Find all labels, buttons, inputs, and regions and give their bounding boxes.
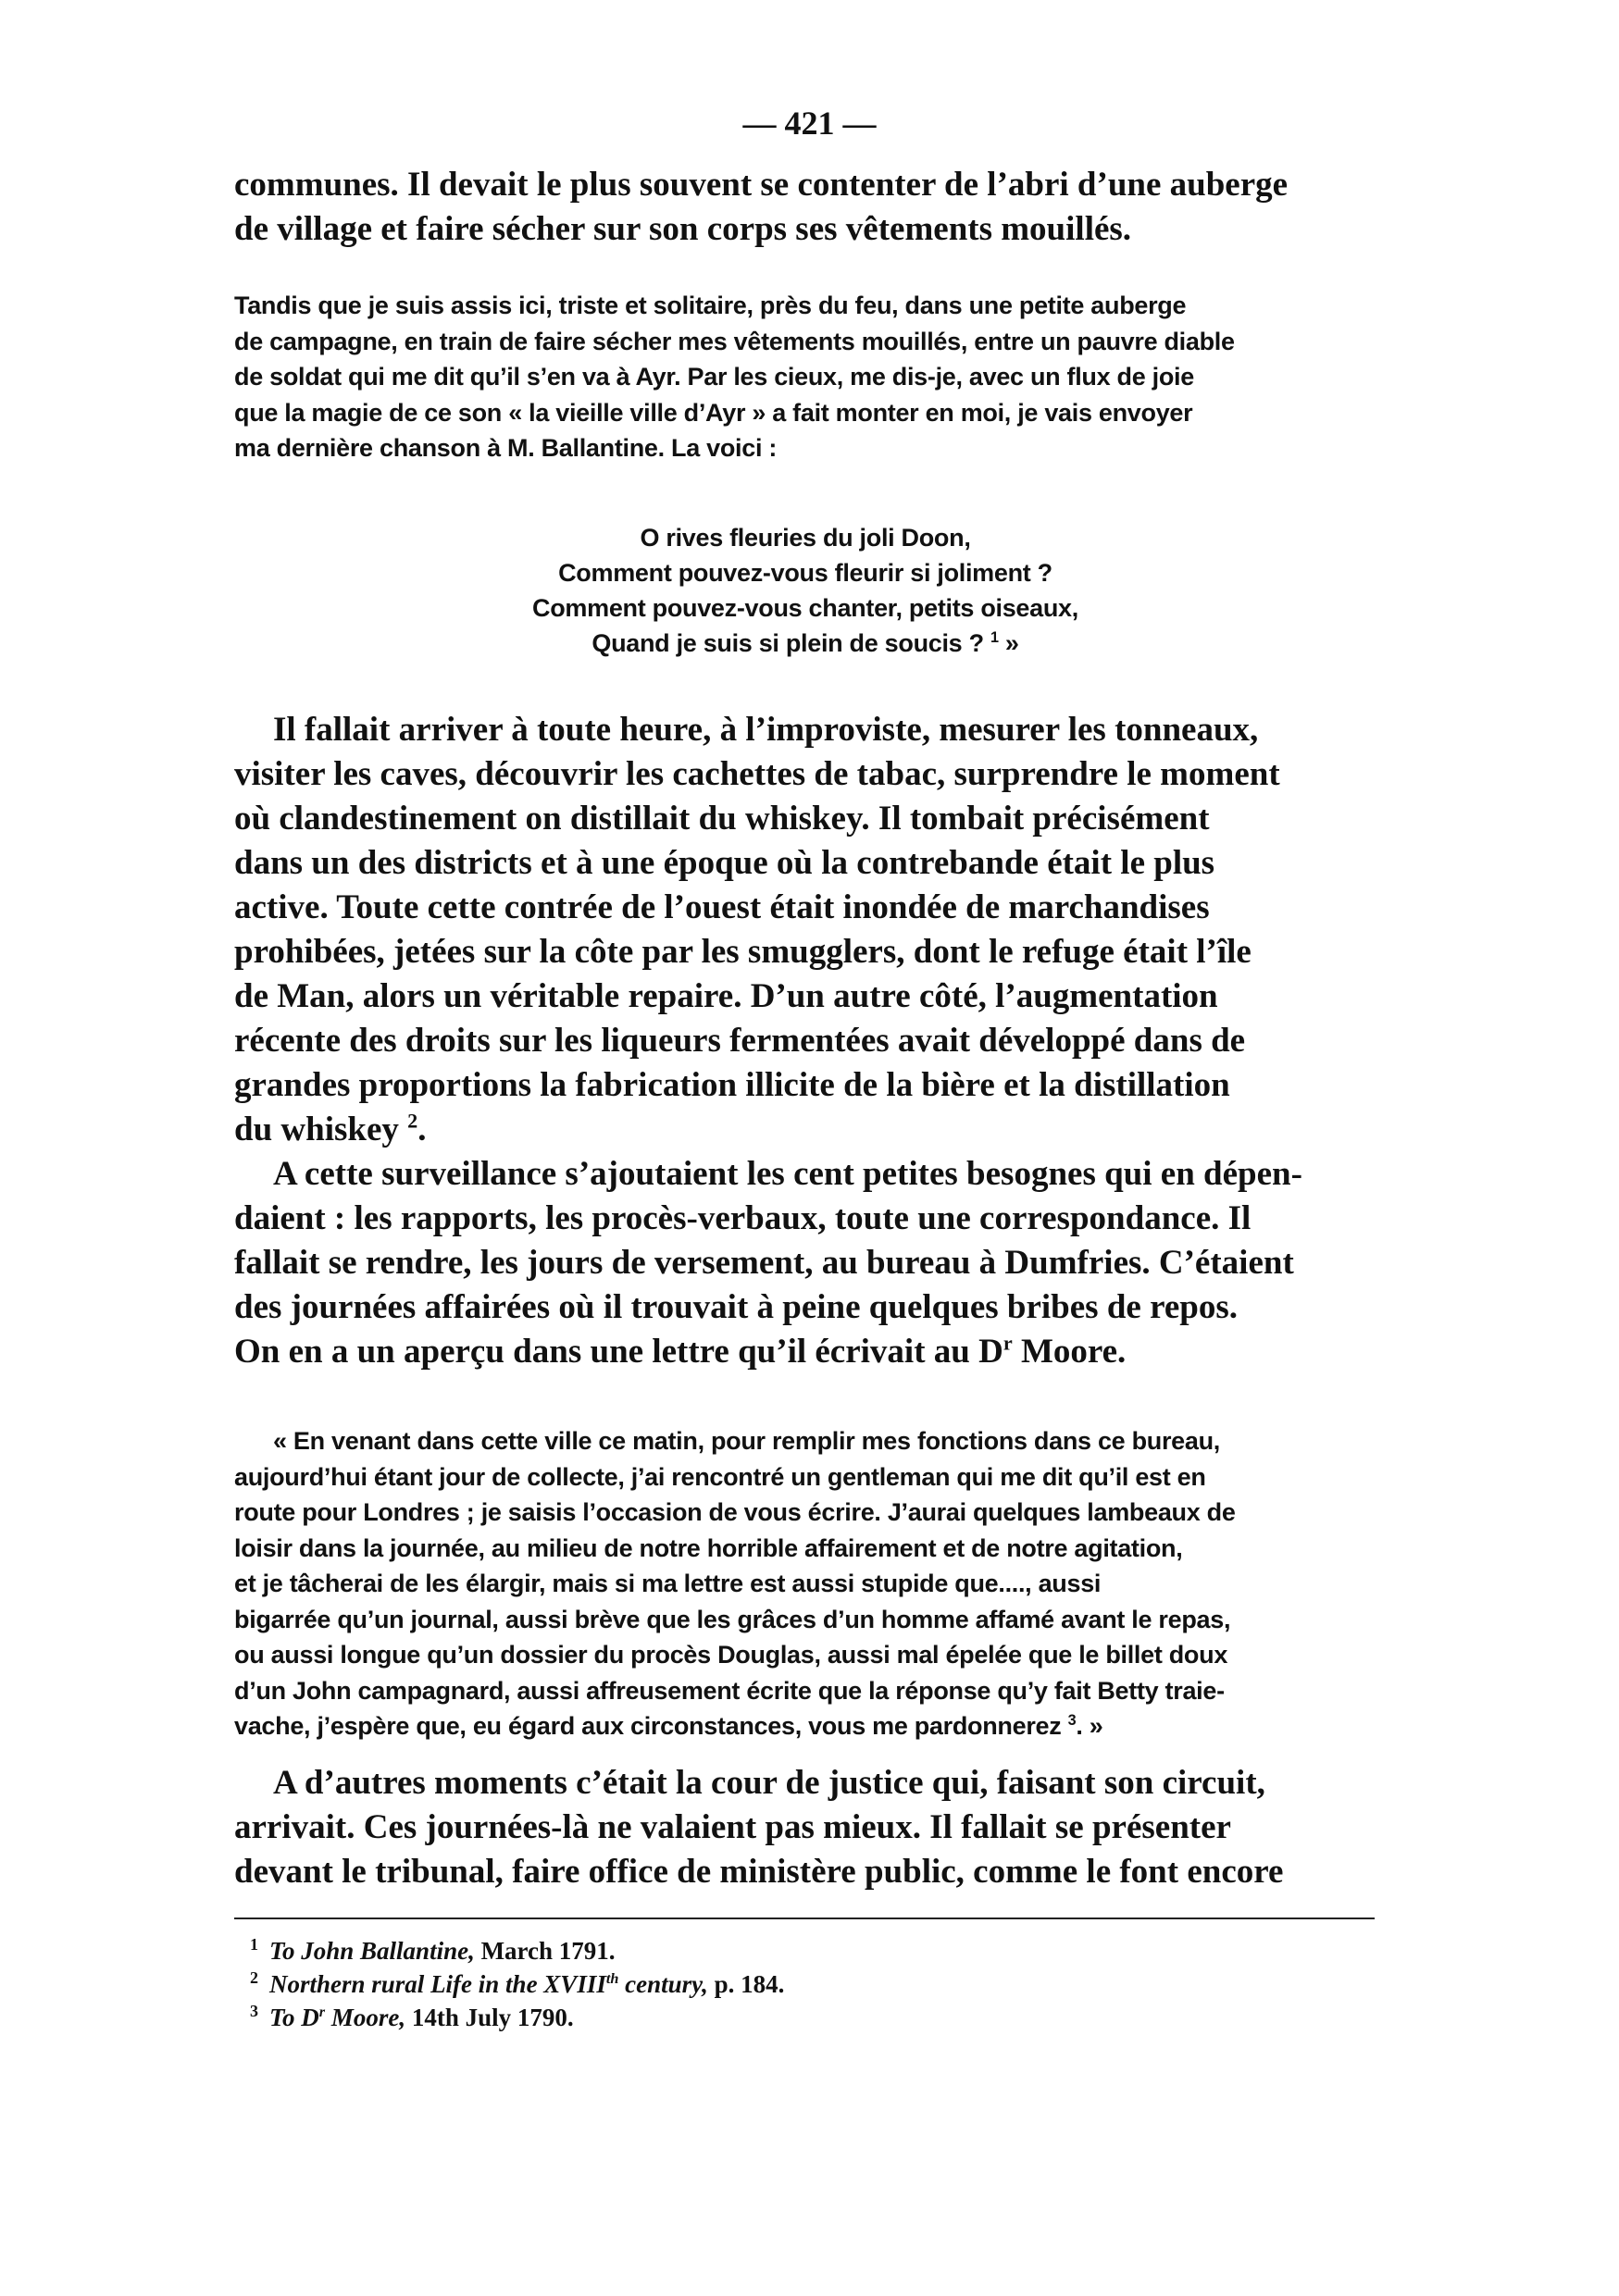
quote-line: ou aussi longue qu’un dossier du procès Douglas, aussi mal épelée que le billet doux bbox=[234, 1641, 1228, 1669]
text-line-content: On en a un aperçu dans une lettre qu’il écrivait au D bbox=[234, 1333, 1003, 1371]
text-line-end: . bbox=[417, 1111, 427, 1148]
footnote-call: 1 bbox=[990, 629, 999, 646]
verse-line: O rives fleuries du joli Doon, bbox=[640, 524, 971, 552]
footnote-title-end: century, bbox=[618, 1970, 708, 1998]
quote-line: aujourd’hui étant jour de collecte, j’ai rencontré un gentleman qui me dit qu’il est en bbox=[234, 1462, 1206, 1491]
verse-line: Comment pouvez-vous fleurir si joliment ? bbox=[558, 559, 1052, 587]
text-line: prohibées, jetées sur la côte par les smugglers, dont le refuge était l’île bbox=[234, 933, 1252, 971]
quote-line: que la magie de ce son « la vieille ville d’Ayr » a fait monter en moi, je vais envoyer bbox=[234, 398, 1193, 427]
text-line: visiter les caves, découvrir les cachettes de tabac, surprendre le moment bbox=[234, 755, 1280, 793]
footnote-rest: p. 184. bbox=[707, 1970, 785, 1998]
superscript: r bbox=[1003, 1331, 1013, 1355]
quote-line-end: . » bbox=[1076, 1712, 1103, 1740]
footnote-mark: 1 bbox=[250, 1935, 258, 1954]
footnote-1 bbox=[250, 1934, 1268, 1967]
paragraph-2 bbox=[234, 708, 1375, 1152]
verse-line-text: Quand je suis si plein de soucis ? bbox=[592, 629, 984, 657]
footnote-3 bbox=[250, 2001, 1268, 2034]
text-line: arrivait. Ces journées-là ne valaient pas mieux. Il fallait se présenter bbox=[234, 1808, 1231, 1846]
footnote-title-end: Moore, bbox=[325, 2004, 406, 2031]
verse-line: Comment pouvez-vous chanter, petits oiseaux, bbox=[532, 594, 1078, 622]
paragraph-3 bbox=[234, 1152, 1375, 1374]
text-line: Il fallait arriver à toute heure, à l’improviste, mesurer les tonneaux, bbox=[273, 711, 1259, 749]
footnote-rest: March 1791. bbox=[474, 1937, 616, 1965]
footnote-superscript: r bbox=[318, 2004, 326, 2020]
quote-line: Tandis que je suis assis ici, triste et solitaire, près du feu, dans une petite auberge bbox=[234, 292, 1187, 319]
quote-line bbox=[234, 1708, 1375, 1744]
footnote-title: To D bbox=[269, 2004, 319, 2031]
footnote-title: Northern rural Life in the XVIII bbox=[269, 1970, 606, 1998]
text-line: A cette surveillance s’ajoutaient les cent petites besognes qui en dépen- bbox=[273, 1155, 1302, 1193]
paragraph-1 bbox=[234, 163, 1375, 252]
text-line: où clandestinement on distillait du whiskey. Il tombait précisément bbox=[234, 800, 1210, 838]
paragraph-4 bbox=[234, 1761, 1375, 1894]
text-line: dans un des districts et à une époque où la contrebande était le plus bbox=[234, 844, 1215, 882]
text-line: A d’autres moments c’était la cour de justice qui, faisant son circuit, bbox=[273, 1764, 1265, 1802]
page-number: — 421 — bbox=[742, 105, 877, 142]
footnote-2 bbox=[250, 1967, 1268, 2001]
closing-quote: » bbox=[998, 629, 1019, 657]
quote-line: de soldat qui me dit qu’il s’en va à Ayr. Par les cieux, me dis-je, avec un flux de joie bbox=[234, 363, 1194, 391]
verse-block bbox=[481, 520, 1129, 661]
quote-line-content: vache, j’espère que, eu égard aux circonstances, vous me pardonnerez bbox=[234, 1712, 1062, 1740]
quote-line: ma dernière chanson à M. Ballantine. La voici : bbox=[234, 434, 778, 462]
text-line: daient : les rapports, les procès-verbaux, toute une correspondance. Il bbox=[234, 1199, 1252, 1237]
text-line-content: du whiskey bbox=[234, 1111, 399, 1148]
quote-line: route pour Londres ; je saisis l’occasion de vous écrire. J’aurai quelques lambeaux de bbox=[234, 1498, 1236, 1526]
text-line: grandes proportions la fabrication illicite de la bière et la distillation bbox=[234, 1066, 1230, 1104]
quote-line: et je tâcherai de les élargir, mais si ma lettre est aussi stupide que...., aussi bbox=[234, 1570, 1102, 1597]
text-line: récente des droits sur les liqueurs fermentées avait développé dans de bbox=[234, 1022, 1246, 1060]
text-line bbox=[234, 1108, 1375, 1152]
text-line-end: Moore. bbox=[1012, 1333, 1127, 1371]
quote-line: de campagne, en train de faire sécher mes vêtements mouillés, entre un pauvre diable bbox=[234, 327, 1235, 355]
verse-line bbox=[481, 626, 1129, 661]
footnote-call: 3 bbox=[1067, 1712, 1077, 1729]
footnotes bbox=[250, 1934, 1268, 2034]
text-line: active. Toute cette contrée de l’ouest était inondée de marchandises bbox=[234, 888, 1210, 926]
text-line: devant le tribunal, faire office de ministère public, comme le font encore bbox=[234, 1853, 1284, 1891]
footnote-separator bbox=[234, 1917, 1375, 1919]
quote-line: « En venant dans cette ville ce matin, pour remplir mes fonctions dans ce bureau, bbox=[273, 1427, 1221, 1455]
text-line: des journées affairées où il trouvait à peine quelques bribes de repos. bbox=[234, 1288, 1238, 1326]
footnote-mark: 2 bbox=[250, 1968, 258, 1987]
footnote-superscript: th bbox=[605, 1970, 619, 1987]
quote-line: bigarrée qu’un journal, aussi brève que les grâces d’un homme affamé avant le repas, bbox=[234, 1605, 1231, 1633]
quote-1 bbox=[234, 288, 1375, 466]
text-line: communes. Il devait le plus souvent se contenter de l’abri d’une auberge bbox=[234, 166, 1289, 204]
quote-2 bbox=[234, 1423, 1375, 1744]
footnote-mark: 3 bbox=[250, 2002, 258, 2020]
text-line: fallait se rendre, les jours de versement, au bureau à Dumfries. C’étaient bbox=[234, 1244, 1294, 1282]
footnote-title: To John Ballantine, bbox=[269, 1937, 475, 1965]
footnote-rest: 14th July 1790. bbox=[405, 2004, 574, 2031]
text-line: de Man, alors un véritable repaire. D’un autre côté, l’augmentation bbox=[234, 977, 1218, 1015]
text-line bbox=[234, 1330, 1375, 1374]
quote-line: d’un John campagnard, aussi affreusement écrite que la réponse qu’y fait Betty traie- bbox=[234, 1676, 1225, 1705]
footnote-call: 2 bbox=[407, 1109, 418, 1133]
text-line: de village et faire sécher sur son corps ses vêtements mouillés. bbox=[234, 210, 1132, 248]
quote-line: loisir dans la journée, au milieu de notre horrible affairement et de notre agitation, bbox=[234, 1533, 1183, 1562]
